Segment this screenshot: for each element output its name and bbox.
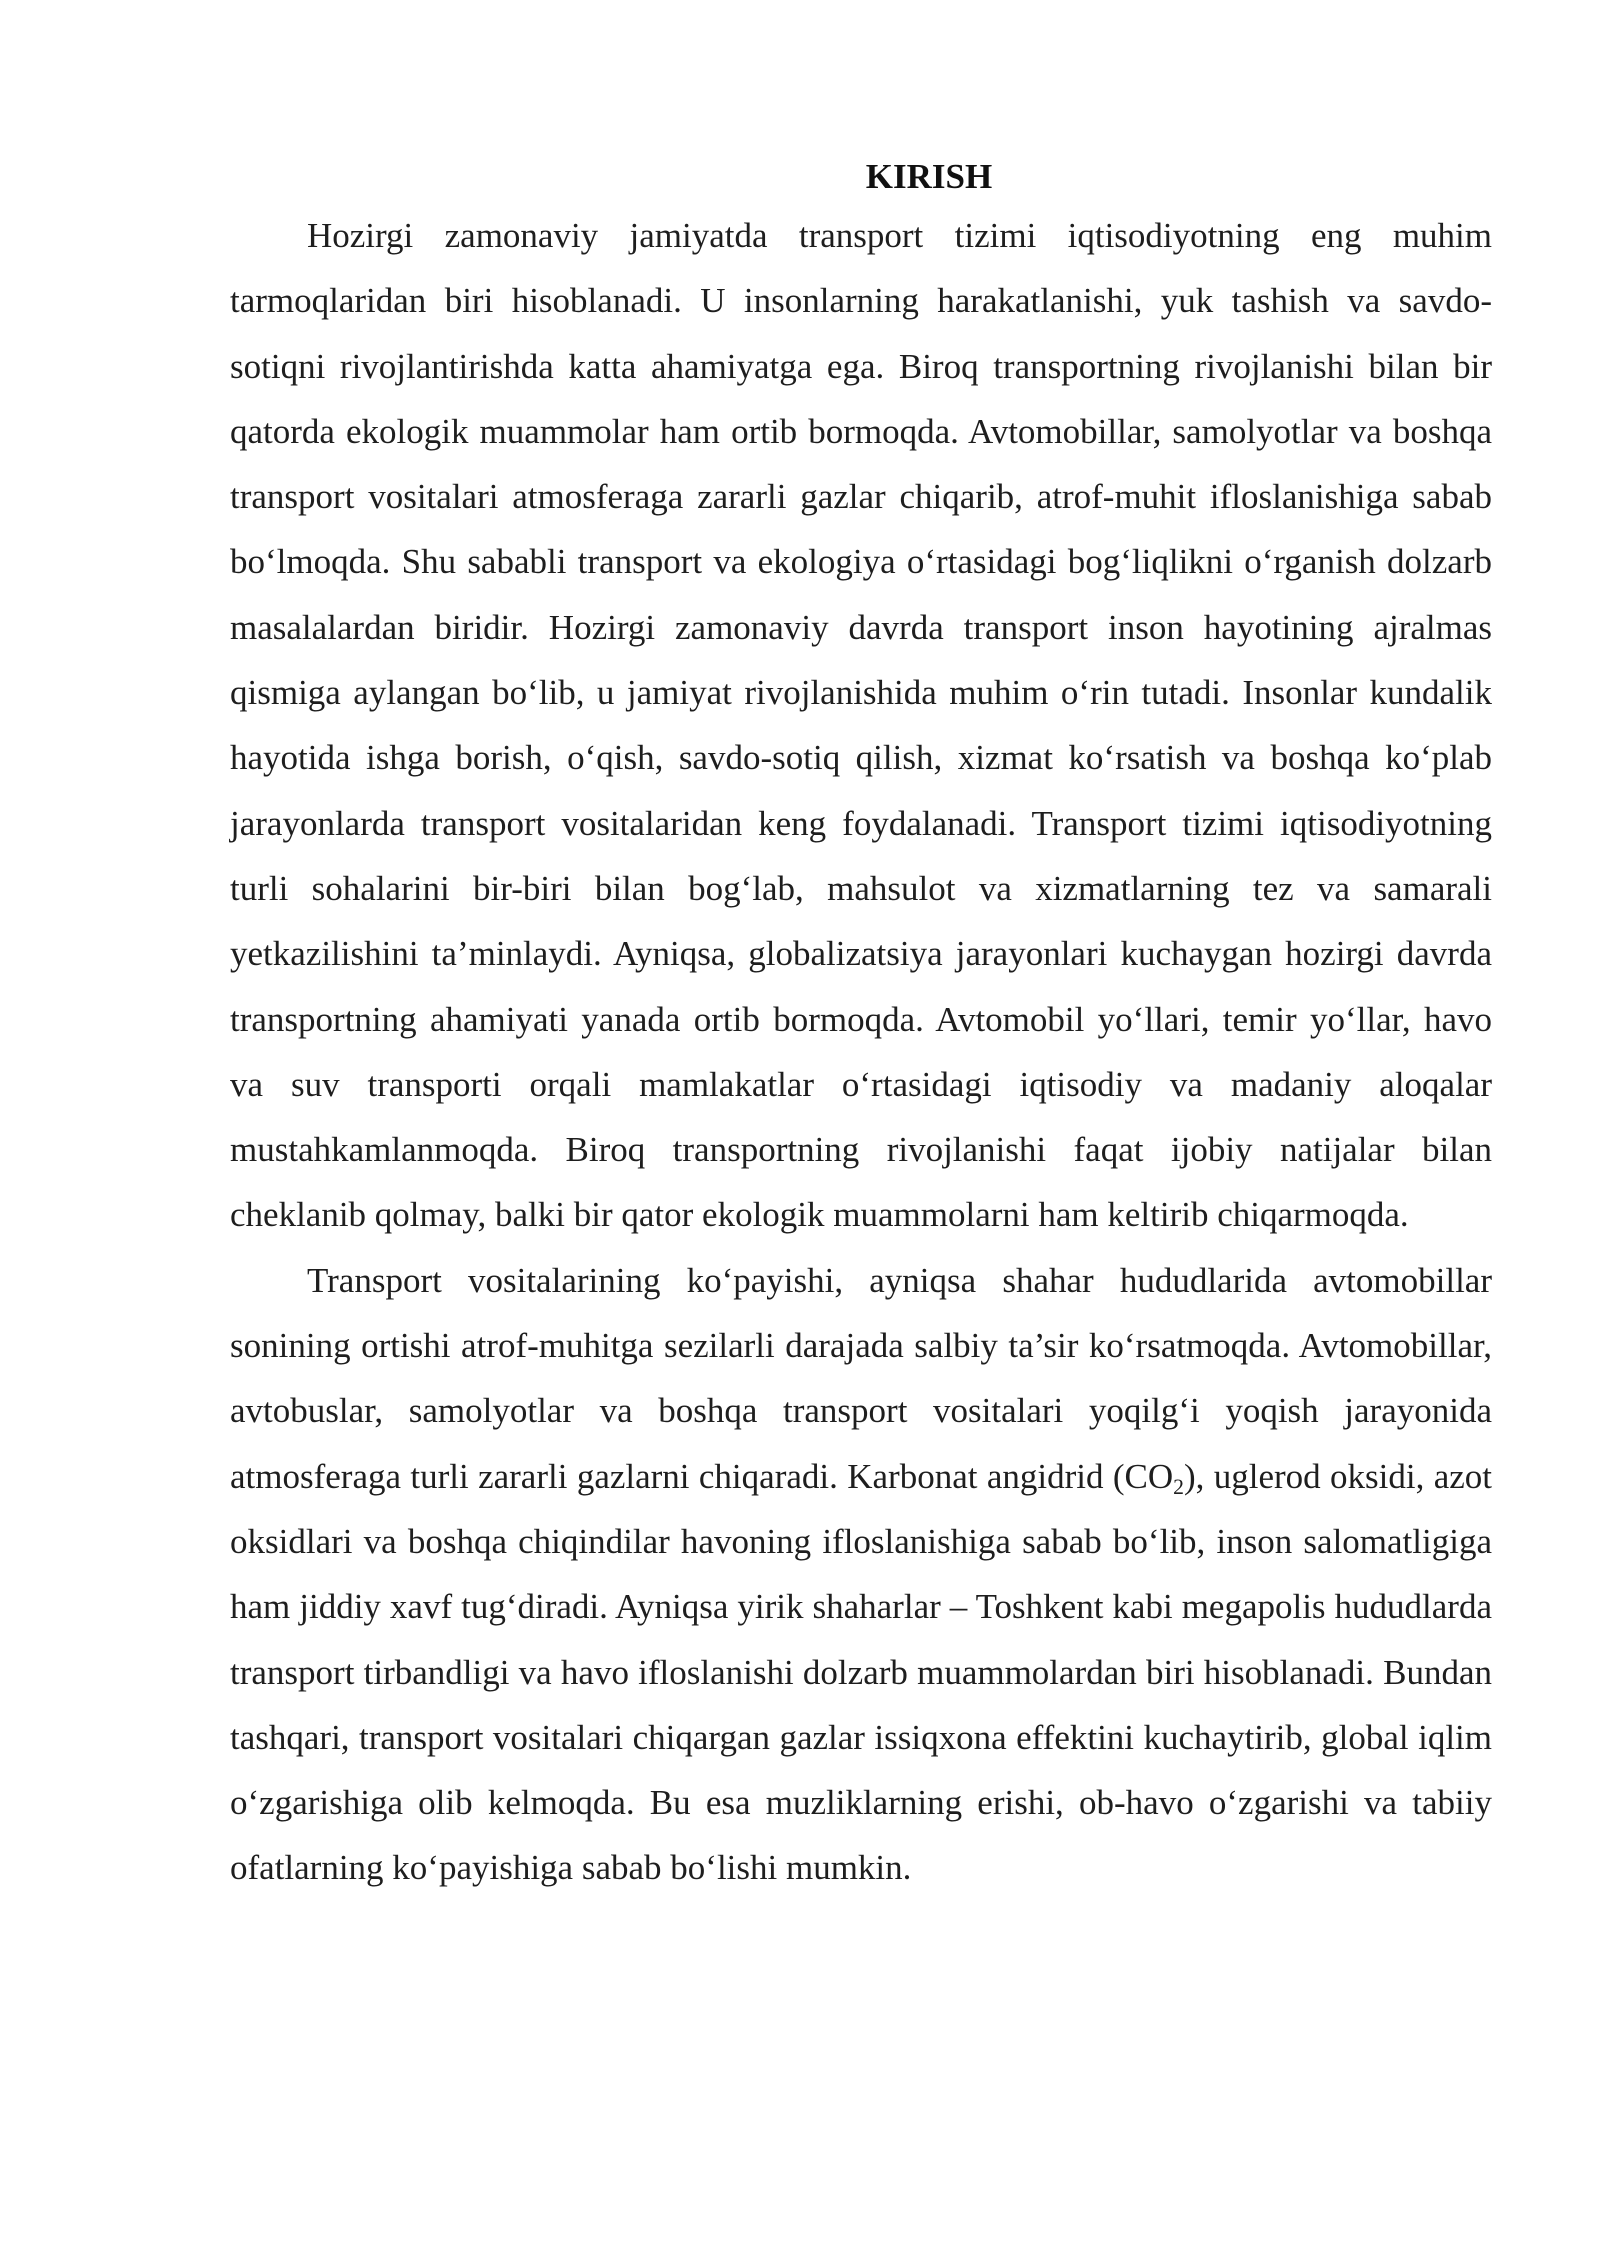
document-title: KIRISH xyxy=(865,157,993,196)
paragraph-text: ), uglerod oksidi, azot oksidlari va boshqa chiqindilar havoning ifloslanishiga sabab bo‘lib, inson salomatligiga ham jiddiy xavf tug‘diradi. Ayniqsa yirik shaharlar – Toshkent kabi megapolis hududlarda transport tirbandligi va havo ifloslanishi dolzarb muammolardan biri hisoblanadi. Bundan tashqari, transport vositalari chiqargan gazlar issiqxona effektini kuchaytirib, global iqlim o‘zgarishiga olib kelmoqda. Bu esa muzliklarning erishi, ob-havo o‘zgarishi va tabiiy ofatlarning ko‘payishiga sabab bo‘lishi mumkin. xyxy=(230,1456,1492,1888)
paragraph xyxy=(230,1248,1492,1901)
paragraph-text: Transport vositalarining ko‘payishi, ayniqsa shahar hududlarida avtomobillar sonining ortishi atrof-muhitga sezilarli darajada salbiy ta’sir ko‘rsatmoqda. Avtomobillar, avtobuslar, samolyotlar va boshqa transport vositalari yoqilg‘i yoqish jarayonida atmosferaga turli zararli gazlarni chiqaradi. Karbonat angidrid (CO xyxy=(230,1260,1492,1496)
document-body xyxy=(230,150,1492,1901)
paragraph-text: Hozirgi zamonaviy jamiyatda transport tizimi iqtisodiyotning eng muhim tarmoqlaridan biri hisoblanadi. U insonlarning harakatlanishi, yuk tashish va savdo-sotiqni rivojlantirishda katta ahamiyatga ega. Biroq transportning rivojlanishi bilan bir qatorda ekologik muammolar ham ortib bormoqda. Avtomobillar, samolyotlar va boshqa transport vositalari atmosferaga zararli gazlar chiqarib, atrof-muhit ifloslanishiga sabab bo‘lmoqda. Shu sababli transport va ekologiya o‘rtasidagi bog‘liqlikni o‘rganish dolzarb masalalardan biridir. Hozirgi zamonaviy davrda transport inson hayotining ajralmas qismiga aylangan bo‘lib, u jamiyat rivojlanishida muhim o‘rin tutadi. Insonlar kundalik hayotida ishga borish, o‘qish, savdo-sotiq qilish, xizmat ko‘rsatish va boshqa ko‘plab jarayonlarda transport vositalaridan keng foydalanadi. Transport tizimi iqtisodiyotning turli sohalarini bir-biri bilan bog‘lab, mahsulot va xizmatlarning tez va samarali yetkazilishini ta’minlaydi. Ayniqsa, globalizatsiya jarayonlari kuchaygan hozirgi davrda transportning ahamiyati yanada ortib bormoqda. Avtomobil yo‘llari, temir yo‘llar, havo va suv transporti orqali mamlakatlar o‘rtasidagi iqtisodiy va madaniy aloqalar mustahkamlanmoqda. Biroq transportning rivojlanishi faqat ijobiy natijalar bilan cheklanib qolmay, balki bir qator ekologik muammolarni ham keltirib chiqarmoqda. xyxy=(230,216,1492,1235)
paragraph xyxy=(230,203,1492,1248)
subscript-text: 2 xyxy=(1173,1474,1184,1499)
